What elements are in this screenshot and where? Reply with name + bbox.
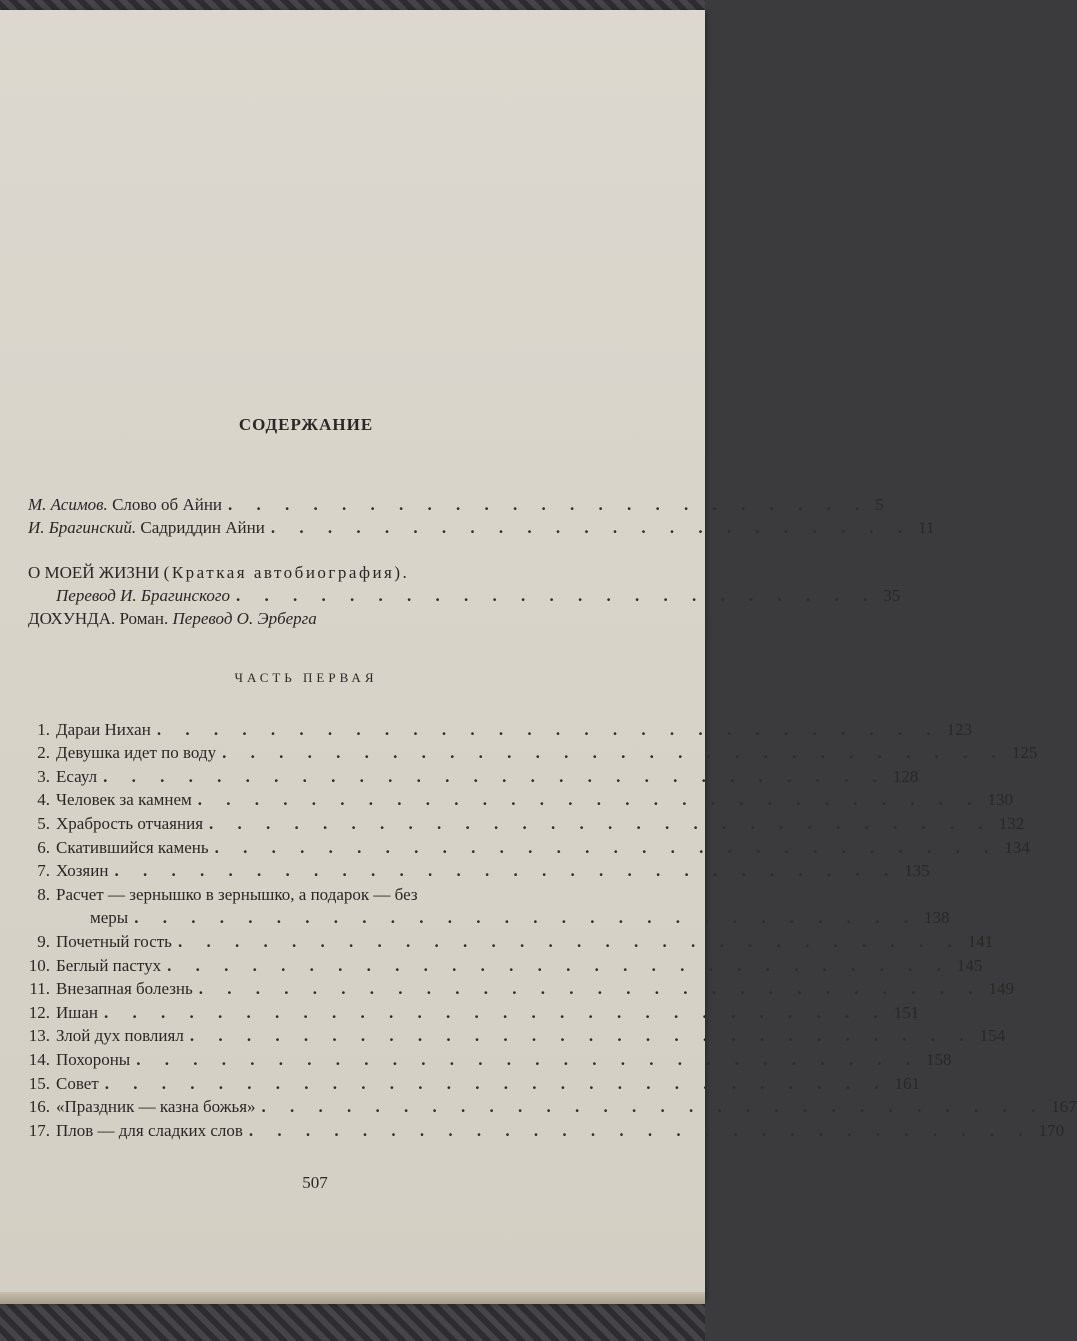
chapter-list xyxy=(28,716,1077,1141)
leader-dots: . . . . . . . . . . . . . . . . . . . . . . . . . . . . xyxy=(198,979,983,999)
chapter-page: 170 xyxy=(1038,1120,1065,1140)
chapter-number: 12. xyxy=(28,1002,50,1022)
chapter-number: 4. xyxy=(37,790,50,810)
chapter-title: Совет xyxy=(56,1073,99,1093)
chapter-number: 16. xyxy=(28,1097,50,1117)
contents-heading: СОДЕРЖАНИЕ xyxy=(238,415,374,434)
chapter-title: Есаул xyxy=(56,766,98,786)
toc-entry xyxy=(28,881,600,905)
toc-entry xyxy=(28,1094,1077,1118)
chapter-page: 145 xyxy=(956,955,983,975)
works-list xyxy=(28,560,901,629)
chapter-title: Храбрость отчаяния xyxy=(56,813,204,833)
leader-dots: . . . . . . . . . . . . . . . . . . . . . . . . . . . . xyxy=(209,813,993,833)
entry-page: 35 xyxy=(883,586,901,605)
chapter-page: 161 xyxy=(894,1073,920,1093)
chapter-page: 128 xyxy=(892,766,919,786)
toc-entry xyxy=(28,787,1014,811)
chapter-title: Беглый пастух xyxy=(56,955,162,975)
chapter-page: 135 xyxy=(904,861,930,881)
toc-entry-continuation xyxy=(28,905,950,929)
chapter-number: 5. xyxy=(37,813,50,833)
page-stack-edge xyxy=(0,1292,705,1304)
chapter-page: 149 xyxy=(988,979,1015,999)
leader-dots: . . . . . . . . . . . . . . . . . . . . . . . . . . . . xyxy=(156,719,941,739)
toc-entry xyxy=(28,716,973,740)
chapter-title: Человек за камнем xyxy=(56,790,192,810)
toc-entry xyxy=(28,1023,1006,1047)
work-title: О МОЕЙ ЖИЗНИ xyxy=(28,563,160,582)
entry-page: 5 xyxy=(875,495,884,514)
chapter-title: Расчет — зернышко в зернышко, а подарок — без xyxy=(56,884,418,904)
chapter-page: 151 xyxy=(893,1002,920,1022)
chapter-page: 123 xyxy=(946,719,973,739)
chapter-page: 158 xyxy=(925,1049,952,1069)
book-page xyxy=(0,10,1077,1300)
chapter-title: Хозяин xyxy=(56,861,109,881)
chapter-number: 10. xyxy=(28,955,50,975)
toc-entry xyxy=(28,1046,952,1070)
chapter-number: 1. xyxy=(37,719,50,739)
entry-title: Слово об Айни xyxy=(112,495,223,514)
chapter-number: 8. xyxy=(37,884,50,904)
chapter-number: 17. xyxy=(28,1120,50,1140)
toc-entry xyxy=(28,560,600,583)
toc-entry xyxy=(28,858,930,882)
chapter-title: Почетный гость xyxy=(56,931,172,951)
chapter-title: Скатившийся камень xyxy=(56,837,209,857)
leader-dots: . . . . . . . . . . . . . . . . . . . . . . . . . . . . xyxy=(134,908,918,928)
chapter-page: 167 xyxy=(1051,1097,1077,1117)
leader-dots: . . . . . . . . . . . . . . . . . . . . . . . xyxy=(270,518,913,537)
toc-entry xyxy=(28,1117,1065,1141)
leader-dots: . . . . . . . . . . . . . . . . . . . . . . . . . . . . xyxy=(136,1049,920,1069)
work-translator: Перевод О. Эрберга xyxy=(172,609,317,628)
chapter-page: 130 xyxy=(987,790,1014,810)
chapter-number: 7. xyxy=(37,861,50,881)
toc-entry xyxy=(28,740,1038,764)
chapter-title: Похороны xyxy=(56,1049,131,1069)
chapter-title: Злой дух повлиял xyxy=(56,1026,184,1046)
chapter-title: Плов — для сладких слов xyxy=(56,1120,243,1140)
work-subtitle: (Краткая автобиография). xyxy=(163,563,410,582)
chapter-number: 9. xyxy=(37,931,50,951)
work-translator: Перевод И. Брагинского xyxy=(56,586,231,605)
leader-dots: . . . . . . . . . . . . . . . . . . . . . . . xyxy=(236,586,878,605)
toc-entry xyxy=(28,834,1030,858)
leader-dots: . . . . . . . . . . . . . . . . . . . . . . . . . . . . xyxy=(177,931,962,951)
toc-entry xyxy=(28,1070,920,1094)
section-heading: ЧАСТЬ ПЕРВАЯ xyxy=(234,670,378,685)
chapter-page: 141 xyxy=(967,931,994,951)
chapter-number: 15. xyxy=(28,1073,50,1093)
chapter-number: 14. xyxy=(28,1049,50,1069)
toc-entry xyxy=(28,810,1025,834)
chapter-page: 125 xyxy=(1011,743,1038,763)
leader-dots: . . . . . . . . . . . . . . . . . . . . . . . . . . . . xyxy=(214,837,999,857)
leader-dots: . . . . . . . . . . . . . . . . . . . . . . . . . . . . xyxy=(103,766,887,786)
page-number: 507 xyxy=(302,1173,328,1192)
entry-title: Садриддин Айни xyxy=(140,518,265,537)
toc-entry xyxy=(28,583,901,606)
toc-entry xyxy=(28,999,920,1023)
chapter-number: 2. xyxy=(37,743,50,763)
toc-entry xyxy=(28,515,935,538)
leader-dots: . . . . . . . . . . . . . . . . . . . . . . . . . . . . xyxy=(167,955,951,975)
leader-dots: . . . . . . . . . . . . . . . . . . . . . . . xyxy=(228,495,870,514)
work-genre: Роман. xyxy=(119,609,169,628)
toc-entry xyxy=(28,952,983,976)
work-title: ДОХУНДА. xyxy=(28,609,116,628)
leader-dots: . . . . . . . . . . . . . . . . . . . . . . . . . . . . xyxy=(189,1026,974,1046)
chapter-page: 132 xyxy=(998,813,1025,833)
leader-dots: . . . . . . . . . . . . . . . . . . . . . . . . . . . . xyxy=(104,1073,889,1093)
chapter-title-continued: меры xyxy=(90,908,129,928)
entry-author: И. Брагинский. xyxy=(28,518,137,537)
chapter-page: 134 xyxy=(1004,837,1030,857)
entry-page: 11 xyxy=(918,518,935,537)
chapter-title: Внезапная болезнь xyxy=(56,979,193,999)
chapter-title: Ишан xyxy=(56,1002,99,1022)
toc-entry xyxy=(28,606,600,629)
toc-entry xyxy=(28,928,994,952)
leader-dots: . . . . . . . . . . . . . . . . . . . . . . . . . . . . xyxy=(197,790,982,810)
toc-entry xyxy=(28,492,884,515)
chapter-page: 138 xyxy=(923,908,950,928)
front-matter xyxy=(28,492,935,538)
chapter-page: 154 xyxy=(979,1026,1006,1046)
entry-author: М. Асимов. xyxy=(28,495,108,514)
leader-dots: . . . . . . . . . . . . . . . . . . . . . . . . . . . . xyxy=(104,1002,888,1022)
leader-dots: . . . . . . . . . . . . . . . . . . . . . . . . . . . . xyxy=(114,861,899,881)
chapter-number: 3. xyxy=(37,766,50,786)
toc-entry xyxy=(28,976,1015,1000)
chapter-title: Девушка идет по воду xyxy=(56,743,217,763)
chapter-number: 11. xyxy=(29,979,50,999)
toc-entry xyxy=(28,763,919,787)
chapter-number: 6. xyxy=(37,837,50,857)
chapter-title: Дарaи Нихан xyxy=(56,719,151,739)
chapter-title: «Праздник — казна божья» xyxy=(56,1097,256,1117)
leader-dots: . . . . . . . . . . . . . . . . . . . . . . . . . . . . xyxy=(248,1120,1033,1140)
leader-dots: . . . . . . . . . . . . . . . . . . . . . . . . . . . . xyxy=(222,743,1006,763)
leader-dots: . . . . . . . . . . . . . . . . . . . . . . . . . . . . xyxy=(261,1097,1046,1117)
chapter-number: 13. xyxy=(28,1026,50,1046)
